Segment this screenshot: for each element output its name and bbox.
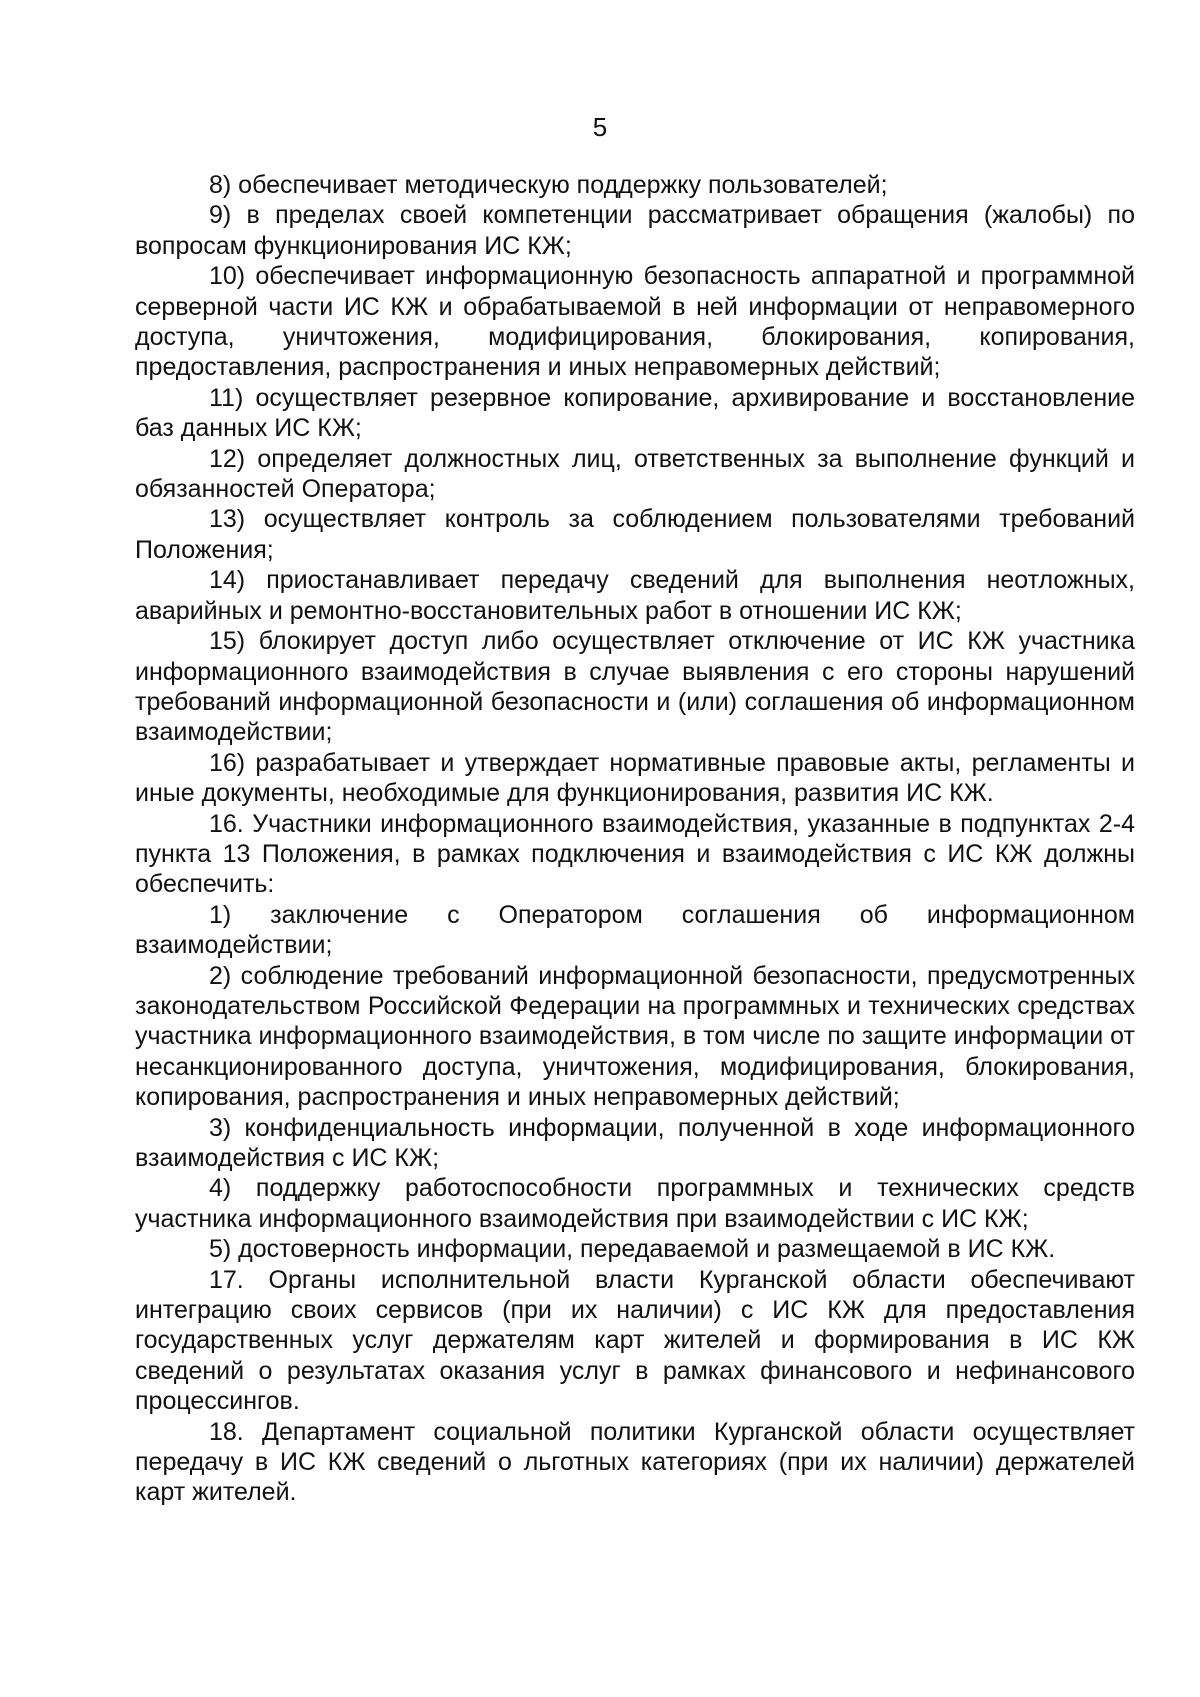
paragraph-item-8: 8) обеспечивает методическую поддержку пользователей; bbox=[209, 171, 888, 199]
paragraph-item-15: 15) блокирует доступ либо осуществляет отключение от ИС КЖ участника информационного взаимодействия в случае выявления с его стороны нарушений требований информационной безопасности и (или) соглашения об информационном взаимодействии; bbox=[135, 627, 1135, 747]
page-number: 5 bbox=[592, 112, 608, 142]
paragraph-item-12: 12) определяет должностных лиц, ответственных за выполнение функций и обязанностей Оператора; bbox=[135, 444, 1135, 504]
paragraph-item-14: 14) приостанавливает передачу сведений для выполнения неотложных, аварийных и ремонтно-восстановительных работ в отношении ИС КЖ; bbox=[135, 566, 1135, 625]
paragraph-section-18: 18. Департамент социальной политики Курганской области осуществляет передачу в ИС КЖ сведений о льготных категориях (при их наличии) держателей карт жителей. bbox=[135, 1417, 1135, 1507]
paragraph-section-17: 17. Органы исполнительной власти Курганской области обеспечивают интеграцию своих сервисов (при их наличии) с ИС КЖ для предоставления государственных услуг держателям карт жителей и формирования в ИС КЖ сведений о результатах оказания услуг в рамках финансового и нефинансового процессингов. bbox=[135, 1265, 1135, 1416]
paragraph-item-9: 9) в пределах своей компетенции рассматривает обращения (жалобы) по вопросам функционирования ИС КЖ; bbox=[135, 201, 1135, 260]
paragraph-item-10: 10) обеспечивает информационную безопасность аппаратной и программной серверной части ИС КЖ и обрабатываемой в ней информации от неправомерного доступа, уничтожения, модифицирования, блокирования, копирования, предоставления, распространения и иных неправомерных действий; bbox=[135, 262, 1135, 382]
paragraph-item-13: 13) осуществляет контроль за соблюдением пользователями требований Положения; bbox=[135, 505, 1135, 564]
paragraph-subitem-5: 5) достоверность информации, передаваемой и размещаемой в ИС КЖ. bbox=[209, 1235, 1056, 1264]
paragraph-subitem-1: 1) заключение с Оператором соглашения об информационном взаимодействии; bbox=[135, 900, 1135, 960]
paragraph-item-16: 16) разрабатывает и утверждает нормативные правовые акты, регламенты и иные документы, необходимые для функционирования, развития ИС КЖ. bbox=[135, 748, 1135, 808]
paragraph-subitem-2: 2) соблюдение требований информационной безопасности, предусмотренных законодательством Российской Федерации на программных и технических средствах участника информационного взаимодействия, в том числе по защите информации от несанкционированного доступа, уничтожения, модифицирования, блокирования, копирования, распространения и иных неправомерных действий; bbox=[135, 961, 1135, 1112]
paragraph-subitem-3: 3) конфиденциальность информации, полученной в ходе информационного взаимодействия с ИС КЖ; bbox=[135, 1113, 1135, 1172]
document-body bbox=[135, 170, 1135, 1508]
paragraph-item-11: 11) осуществляет резервное копирование, архивирование и восстановление баз данных ИС КЖ; bbox=[135, 383, 1135, 443]
paragraph-section-16: 16. Участники информационного взаимодействия, указанные в подпунктах 2-4 пункта 13 Положения, в рамках подключения и взаимодействия с ИС КЖ должны обеспечить: bbox=[135, 809, 1135, 899]
paragraph-subitem-4: 4) поддержку работоспособности программных и технических средств участника информационного взаимодействия при взаимодействии с ИС КЖ; bbox=[135, 1174, 1135, 1233]
